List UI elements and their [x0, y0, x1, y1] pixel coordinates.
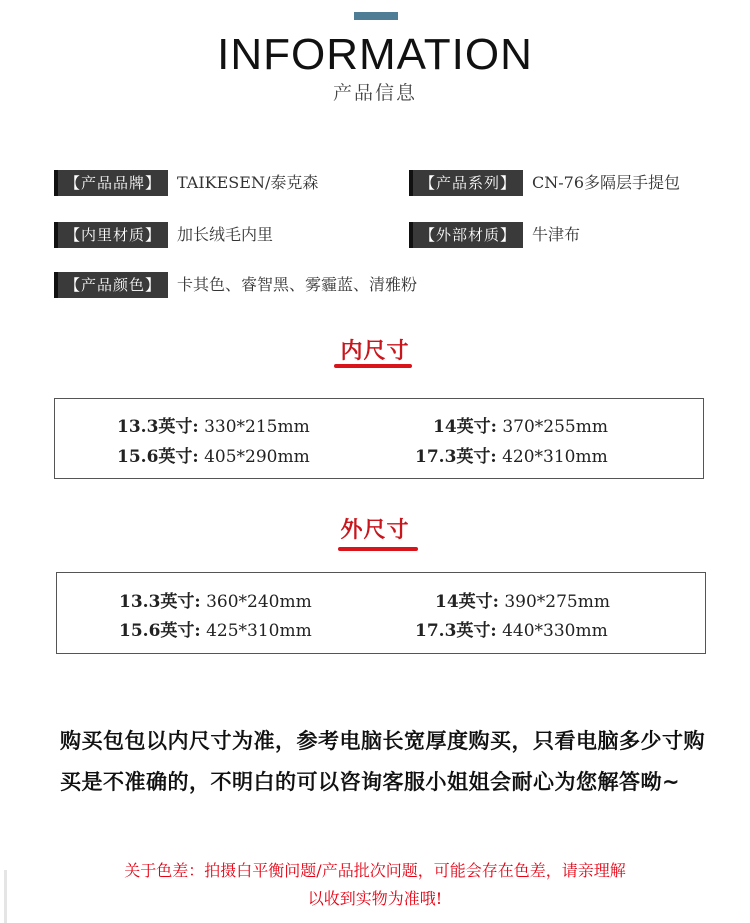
outer-size-row: 17.3英寸: 440*330mm	[415, 621, 608, 641]
spec-value-series: CN-76多隔层手提包	[532, 173, 681, 192]
outer-size-row: 13.3英寸: 360*240mm	[119, 592, 312, 612]
spec-label-brand: 【产品品牌】	[54, 170, 168, 196]
spec-value-lining: 加长绒毛内里	[177, 225, 274, 244]
inner-size-title: 内尺寸	[340, 339, 410, 364]
outer-size-row: 14英寸: 390*275mm	[435, 592, 610, 612]
outer-size-row: 15.6英寸: 425*310mm	[119, 621, 312, 641]
spec-value-color: 卡其色、睿智黑、雾霾蓝、清雅粉	[177, 275, 418, 294]
inner-size-row: 17.3英寸: 420*310mm	[415, 447, 608, 467]
spec-label-lining: 【内里材质】	[54, 222, 168, 248]
inner-size-row: 15.6英寸: 405*290mm	[117, 447, 310, 467]
spec-value-brand: TAIKESEN/泰克森	[177, 173, 319, 192]
spec-label-series: 【产品系列】	[409, 170, 523, 196]
accent-bar	[354, 12, 398, 20]
inner-size-row: 14英寸: 370*255mm	[433, 417, 608, 437]
outer-size-underline	[338, 547, 418, 551]
inner-size-box	[54, 398, 704, 479]
color-warning-line1: 关于色差：拍摄白平衡问题/产品批次问题，可能会存在色差，请亲理解	[124, 861, 626, 880]
spec-value-exterior: 牛津布	[532, 225, 581, 244]
inner-size-row: 13.3英寸: 330*215mm	[117, 417, 310, 437]
page-subtitle: 产品信息	[332, 82, 417, 104]
inner-size-underline	[334, 364, 412, 368]
outer-size-box	[56, 572, 706, 654]
spec-label-exterior: 【外部材质】	[409, 222, 523, 248]
outer-size-title: 外尺寸	[340, 518, 410, 543]
page-title: INFORMATION	[217, 30, 533, 79]
left-edge-divider	[4, 870, 7, 923]
color-warning-line2: 以收到实物为准哦!	[307, 889, 443, 908]
purchase-note: 购买包包以内尺寸为准，参考电脑长宽厚度购买，只看电脑多少寸购买是不准确的，不明白的可以咨询客服小姐姐会耐心为您解答呦~	[60, 729, 705, 794]
spec-label-color: 【产品颜色】	[54, 272, 168, 298]
